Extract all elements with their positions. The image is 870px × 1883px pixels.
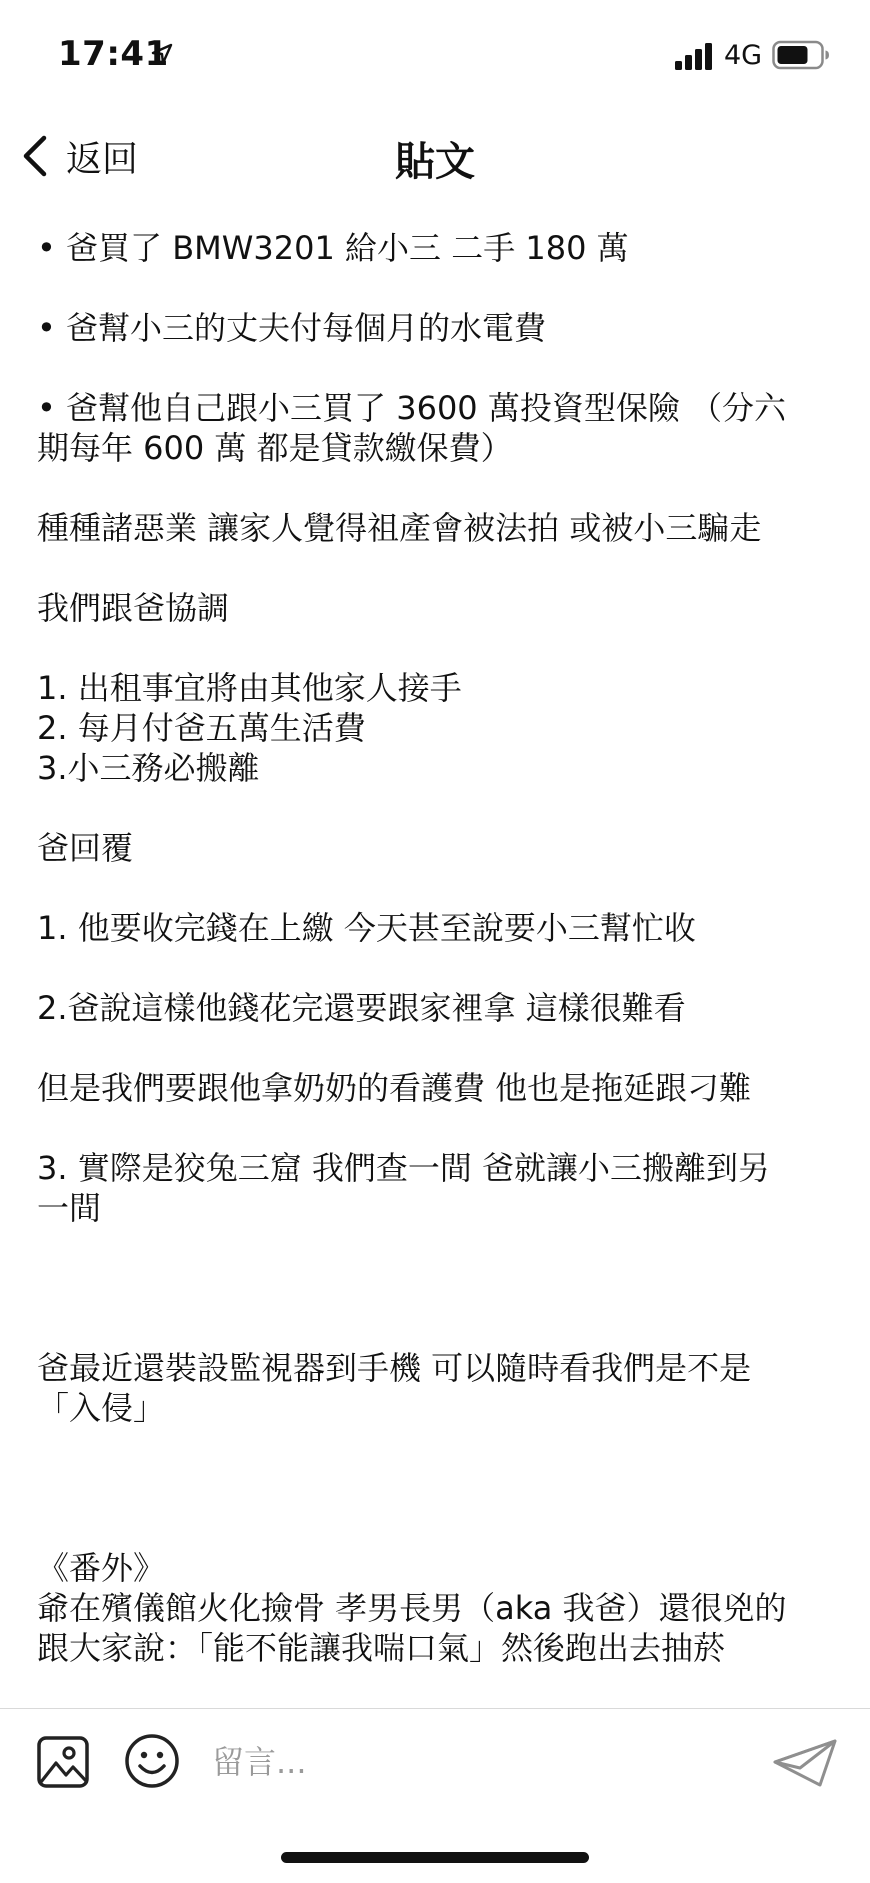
post-text-line: 爸回覆 (37, 829, 134, 867)
post-text-line: 「入侵」 (37, 1389, 166, 1427)
post-text-line: 1. 他要收完錢在上繳 今天甚至說要小三幫忙收 (37, 909, 696, 947)
post-text-line: 《番外》 (37, 1549, 166, 1587)
post-text-line (37, 1668, 837, 1708)
post-text-line: 種種諸惡業 讓家人覺得祖產會被法拍 或被小三騙走 (37, 509, 762, 547)
post-text-line: 期每年 600 萬 都是貸款繳保費） (37, 429, 513, 467)
post-text-line (37, 1228, 837, 1268)
post-text-line (37, 1468, 837, 1508)
back-label: 返回 (66, 138, 139, 180)
post-text-line (37, 1028, 837, 1068)
post-text-line (37, 468, 837, 508)
post-text-line: 1. 出租事宜將由其他家人接手 (37, 669, 462, 707)
post-text-line (37, 1428, 837, 1468)
post-text-line: • 爸幫小三的丈夫付每個月的水電費 (37, 309, 547, 347)
location-arrow-icon (150, 42, 174, 66)
post-text-line (37, 348, 837, 388)
send-icon[interactable] (772, 1735, 838, 1789)
status-bar (0, 0, 870, 110)
post-text-line (37, 1268, 837, 1308)
post-text-line (37, 1508, 837, 1548)
post-text-line (37, 788, 837, 828)
status-time: 17:41 (58, 34, 169, 74)
post-text-line (37, 268, 837, 308)
post-text-line: 我們跟爸協調 (37, 589, 230, 627)
post-text-line: 3. 實際是狡兔三窟 我們查一間 爸就讓小三搬離到另 (37, 1149, 771, 1187)
post-text-line: 但是我們要跟他拿奶奶的看護費 他也是拖延跟刁難 (37, 1069, 752, 1107)
post-text-line: 爸最近還裝設監視器到手機 可以隨時看我們是不是 (37, 1349, 752, 1387)
post-text-line: 爺在殯儀館火化撿骨 孝男長男（aka 我爸）還很兇的 (37, 1589, 787, 1627)
post-text-line (37, 1108, 837, 1148)
post-text-line (37, 1308, 837, 1348)
post-content (37, 228, 837, 1708)
image-icon[interactable] (36, 1735, 90, 1789)
home-indicator (281, 1852, 589, 1863)
post-text-line (37, 948, 837, 988)
post-text-line: • 爸幫他自己跟小三買了 3600 萬投資型保險 （分六 (37, 389, 787, 427)
post-text-line (37, 628, 837, 668)
post-text-line: 2.爸說這樣他錢花完還要跟家裡拿 這樣很難看 (37, 989, 686, 1027)
post-text-line: 跟大家說：「能不能讓我喘口氣」然後跑出去抽菸 (37, 1629, 726, 1667)
post-text-line: • 爸買了 BMW3201 給小三 二手 180 萬 (37, 229, 629, 267)
post-text-line: 一間 (37, 1189, 102, 1227)
comment-composer (0, 1708, 870, 1819)
post-text-line: 3.小三務必搬離 (37, 749, 260, 787)
smiley-icon[interactable] (124, 1733, 180, 1789)
network-label: 4G (724, 40, 763, 71)
nav-bar (0, 110, 870, 202)
post-text-line (37, 548, 837, 588)
comment-input[interactable] (212, 1735, 752, 1789)
battery-icon (772, 40, 830, 70)
post-text-line (37, 868, 837, 908)
cellular-signal-icon (674, 42, 714, 70)
page-title: 貼文 (395, 139, 475, 185)
post-text-line: 2. 每月付爸五萬生活費 (37, 709, 366, 747)
